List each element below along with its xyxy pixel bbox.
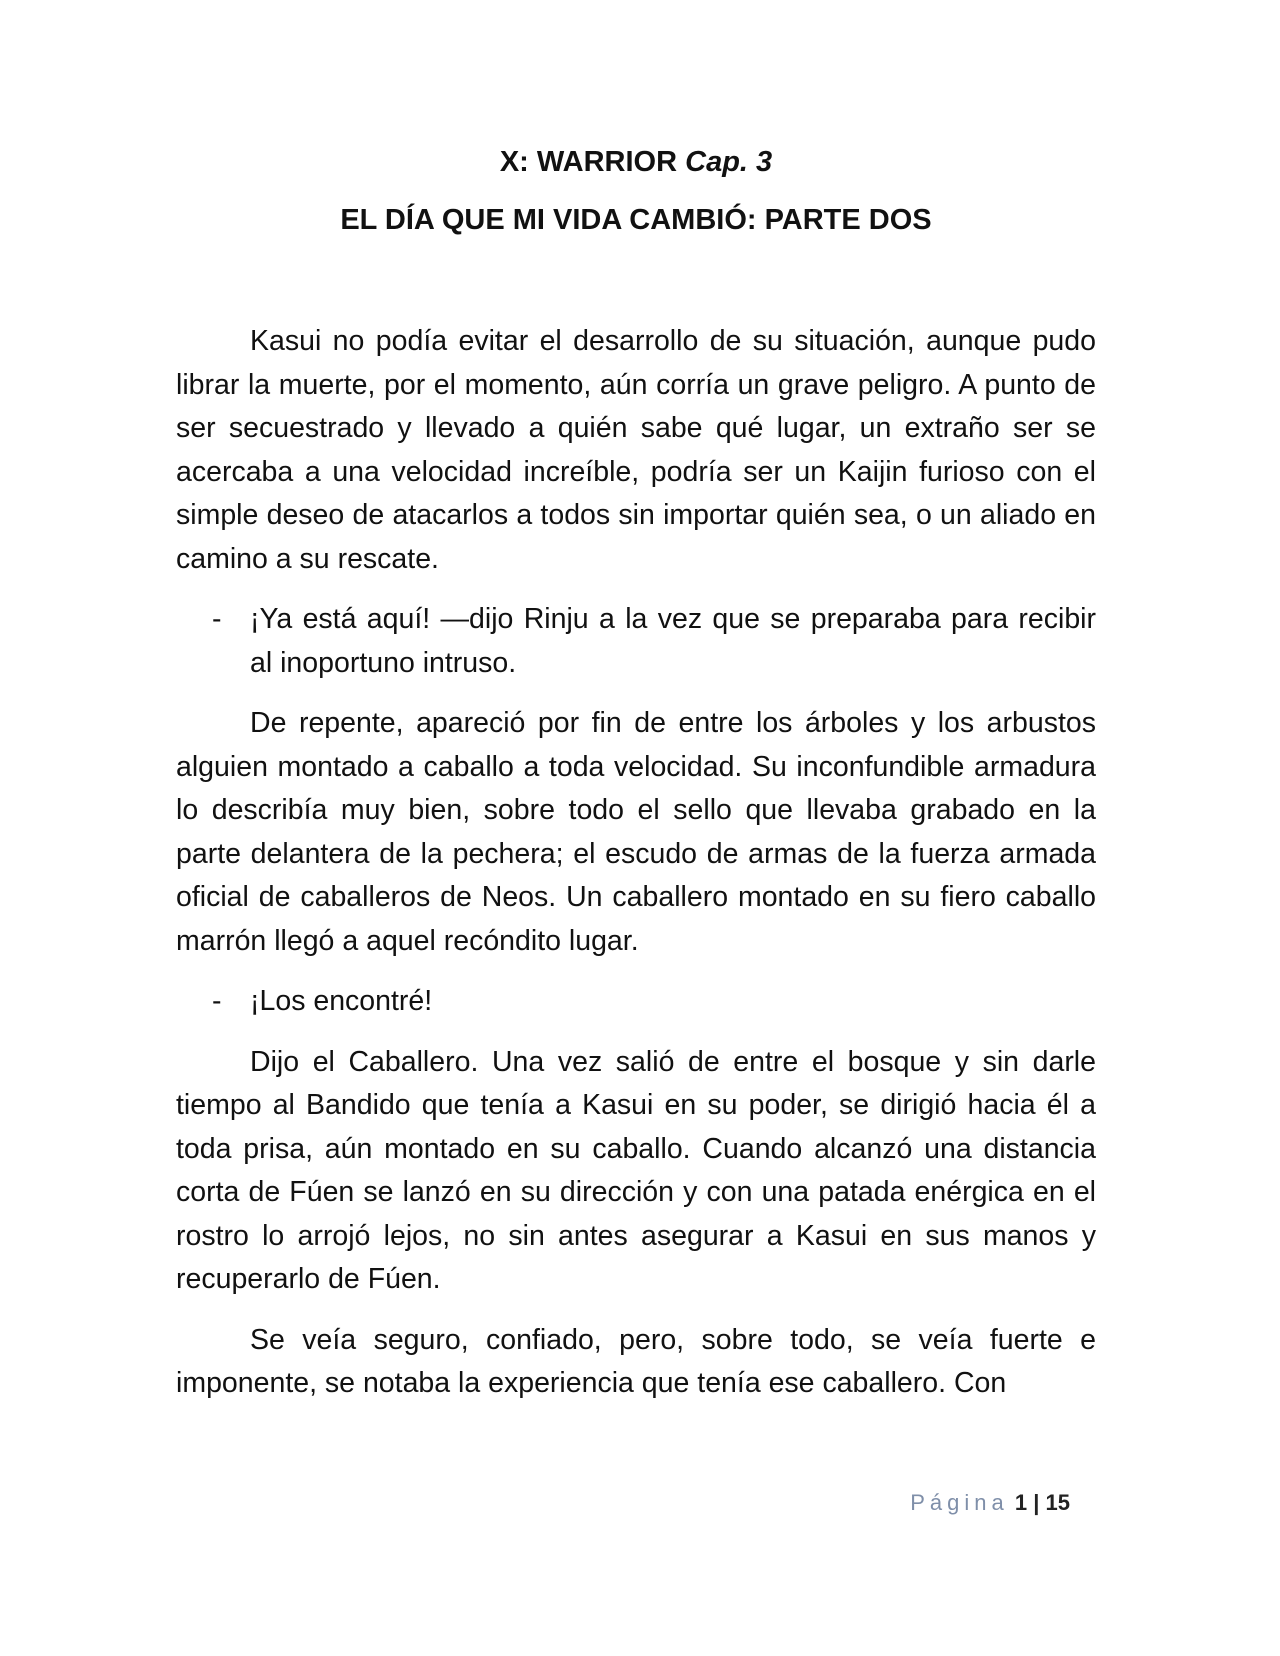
paragraph-1: Kasui no podía evitar el desarrollo de su situación, aunque pudo librar la muerte, por el momento, aún corría un grave peligro. A punto de ser secuestrado y llevado a quién sabe qué lugar, un extraño ser se acercaba a una velocidad increíble, podría ser un Kaijin furioso con el simple deseo de atacarlos a todos sin importar quién sea, o un aliado en camino a su rescate.: [176, 325, 1096, 575]
paragraph-4: Se veía seguro, confiado, pero, sobre todo, se veía fuerte e imponente, se notaba la experiencia que tenía ese caballero. Con: [176, 1323, 1096, 1399]
dialogue-text: ¡Ya está aquí! —dijo Rinju a la vez que se preparaba para recibir al inoportuno intruso.: [250, 603, 1096, 679]
dialogue-2: [176, 980, 1096, 1024]
body-text: [176, 320, 1096, 1406]
title-main: X: WARRIOR: [499, 146, 678, 178]
footer-page-label: Página: [910, 1490, 1009, 1515]
paragraph-2: De repente, apareció por fin de entre los árboles y los arbustos alguien montado a caballo a toda velocidad. Su inconfundible armadura lo describía muy bien, sobre todo el sello que llevaba grabado en la parte delantera de la pechera; el escudo de armas de la fuerza armada oficial de caballeros de Neos. Un caballero montado en su fiero caballo marrón llegó a aquel recóndito lugar.: [176, 707, 1096, 957]
chapter-subtitle: EL DÍA QUE MI VIDA CAMBIÓ: PARTE DOS: [340, 204, 932, 236]
footer-separator: |: [1033, 1490, 1040, 1515]
title-chapter: Cap. 3: [685, 146, 773, 178]
dialogue-1: [176, 598, 1096, 685]
dialogue-text: ¡Los encontré!: [250, 985, 433, 1017]
page-footer: [910, 1488, 1070, 1518]
dialogue-dash: -: [212, 985, 222, 1017]
footer-page-total: 15: [1045, 1490, 1070, 1515]
paragraph-3: Dijo el Caballero. Una vez salió de entre el bosque y sin darle tiempo al Bandido que tenía a Kasui en su poder, se dirigió hacia él a toda prisa, aún montado en su caballo. Cuando alcanzó una distancia corta de Fúen se lanzó en su dirección y con una patada enérgica en el rostro lo arrojó lejos, no sin antes asegurar a Kasui en sus manos y recuperarlo de Fúen.: [176, 1045, 1096, 1295]
chapter-title: [176, 142, 1096, 182]
dialogue-dash: -: [212, 603, 222, 635]
page-content: [176, 142, 1096, 1423]
footer-page-number: 1: [1014, 1490, 1028, 1515]
